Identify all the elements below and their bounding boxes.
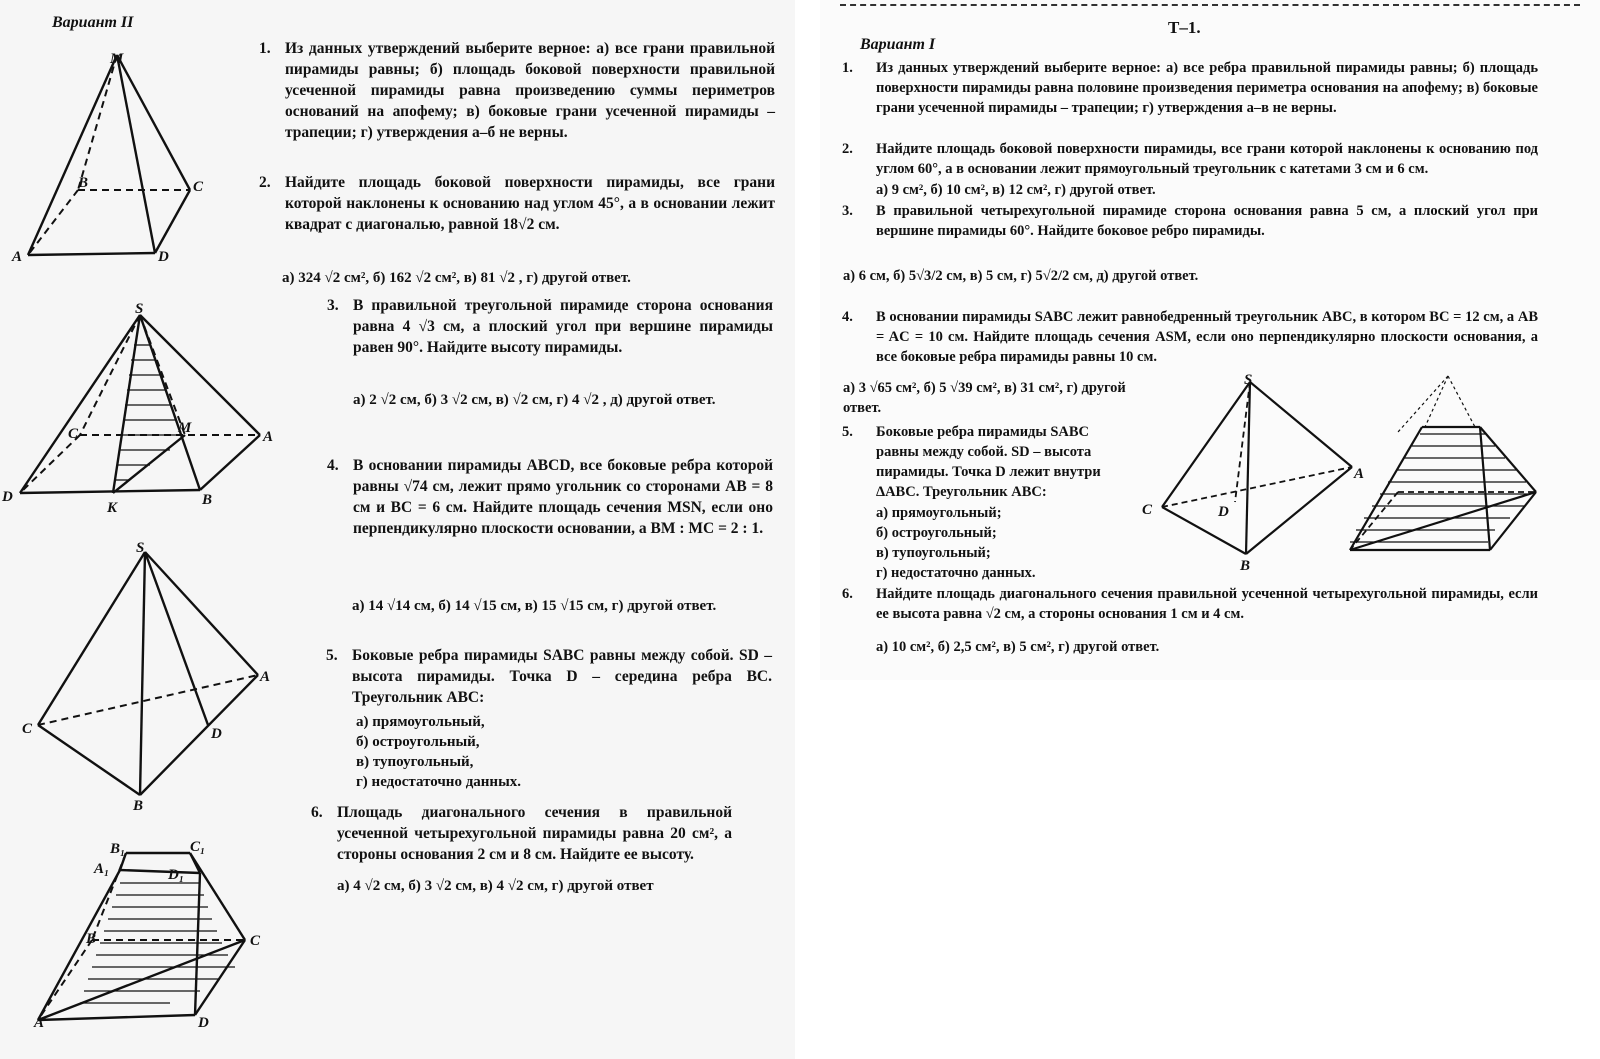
pyramid-figure-1 xyxy=(10,45,230,275)
pyramid-figure-2 xyxy=(0,300,290,520)
vertex-label: B xyxy=(86,931,97,947)
question-2: 2. Найдите площадь боковой поверхности пирамиды, все грани которой наклонены к основанию над углом 45°, а в основании лежит квадрат с диагональю, равной 18√2 см. xyxy=(259,174,775,233)
test-number: Т–1. xyxy=(1168,18,1201,37)
vertex-label: C xyxy=(68,426,79,442)
question-5: 5. Боковые ребра пирамиды SABC равны между собой. SD – высота пирамиды. Точка D – середина ребра BC. Треугольник ABC: xyxy=(326,647,772,706)
option: г) недостаточно данных. xyxy=(876,565,1036,581)
question-4-answers: а) 3 √65 см², б) 5 √39 см², в) 31 см², г) другой ответ. xyxy=(843,380,1126,416)
option: б) остроугольный; xyxy=(876,525,997,541)
vertex-label: S xyxy=(1244,372,1253,388)
vertex-label: C xyxy=(193,179,204,195)
vertex-label: B₁ xyxy=(110,841,126,857)
question-5: 5. Боковые ребра пирамиды SABC равны между собой. SD – высота пирамиды. Точка D лежит внутри ΔABC. Треугольник ABC: xyxy=(842,424,1101,500)
option: а) прямоугольный; xyxy=(876,505,1002,521)
question-4: 4. В основании пирамиды ABCD, все боковые ребра которой равны √74 см, лежит прямо угольник со сторонами AB = 8 см и BC = 6 см. Найдите площадь сечения MSN, если оно перпендикулярно плоскости основании, а BM : MC = 2 : 1. xyxy=(327,457,773,537)
vertex-label: A xyxy=(263,429,274,445)
frustum-figure-4 xyxy=(30,835,270,1035)
question-3: 3. В правильной четырехугольной пирамиде сторона основания равна 5 см, а плоский угол при вершине пирамиды 60°. Найдите боковое ребро пирамиды. xyxy=(842,203,1538,239)
vertex-label: K xyxy=(107,500,118,516)
question-2-answers: а) 324 √2 см², б) 162 √2 см², в) 81 √2 , г) другой ответ. xyxy=(282,270,631,286)
vertex-label: M xyxy=(110,51,124,67)
vertex-label: B xyxy=(78,175,89,191)
vertex-label: A xyxy=(12,249,23,265)
option: а) прямоугольный, xyxy=(356,714,485,730)
vertex-label: D xyxy=(1218,504,1229,520)
question-3-answers: а) 6 см, б) 5√3/2 см, в) 5 см, г) 5√2/2 см, д) другой ответ. xyxy=(843,268,1199,284)
vertex-label: B xyxy=(202,492,213,508)
question-6-answers: а) 4 √2 см, б) 3 √2 см, в) 4 √2 см, г) другой ответ xyxy=(337,878,654,894)
vertex-label: A₁ xyxy=(94,861,110,877)
question-5-options xyxy=(356,712,656,792)
frustum-figure-right-2 xyxy=(1340,372,1550,557)
vertex-label: B xyxy=(133,798,144,814)
vertex-label: A xyxy=(1354,466,1365,482)
vertex-label: C xyxy=(22,721,33,737)
variant-title: Вариант II xyxy=(52,14,134,31)
question-3-answers: а) 2 √2 см, б) 3 √2 см, в) √2 см, г) 4 √2 , д) другой ответ. xyxy=(353,392,716,408)
variant-title: Вариант I xyxy=(860,36,936,53)
vertex-label: C₁ xyxy=(190,839,206,855)
question-2: 2. Найдите площадь боковой поверхности пирамиды, все грани которой наклонены к основанию под углом 60°, а в основании лежит прямоугольный треугольник с катетами 3 см и 6 см. xyxy=(842,141,1538,177)
question-4: 4. В основании пирамиды SABC лежит равнобедренный треугольник ABC, в котором BC = 12 см, а AB = AC = 10 см. Найдите площадь сечения ASM, если оно перпендикулярно плоскости основания, а все боковые ребра пирамиды равны 10 см. xyxy=(842,309,1538,365)
vertex-label: D₁ xyxy=(168,867,185,883)
question-6-answers: а) 10 см², б) 2,5 см², в) 5 см², г) другой ответ. xyxy=(876,639,1160,655)
question-4-answers: а) 14 √14 см, б) 14 √15 см, в) 15 √15 см, г) другой ответ. xyxy=(352,598,717,614)
vertex-label: D xyxy=(198,1015,209,1031)
question-5-options xyxy=(876,503,1136,583)
cut-line xyxy=(840,4,1580,6)
vertex-label: B xyxy=(1240,558,1251,574)
question-6: 6. Найдите площадь диагонального сечения правильной усеченной четырехугольной пирамиды, если ее высота равна √2 см, а стороны основания 1 см и 4 см. xyxy=(842,586,1538,622)
vertex-label: M xyxy=(178,420,192,436)
question-1: 1. Из данных утверждений выберите верное: а) все грани правильной пирамиды равны; б) площадь боковой поверхности правильной усеченной пирамиды равна произведению суммы периметров оснований на апофему; в) боковые грани усеченной пирамиды – трапеции; г) утверждения а–б не верны. xyxy=(259,40,775,141)
option: в) тупоугольный, xyxy=(356,754,474,770)
vertex-label: S xyxy=(135,301,144,317)
option: б) остроугольный, xyxy=(356,734,480,750)
question-1: 1. Из данных утверждений выберите верное: а) все ребра правильной пирамиды равны; б) площадь поверхности пирамиды равна половине произведения периметра основания на апофему; в) боковые грани усеченной пирамиды – трапеции; г) утверждения а–в не верны. xyxy=(842,60,1538,116)
vertex-label: C xyxy=(250,933,261,949)
vertex-label: D xyxy=(211,726,222,742)
pyramid-figure-3 xyxy=(18,540,278,815)
option: г) недостаточно данных. xyxy=(356,774,522,790)
option: в) тупоугольный; xyxy=(876,545,991,561)
vertex-label: D xyxy=(158,249,169,265)
vertex-label: C xyxy=(1142,502,1153,518)
question-6: 6. Площадь диагонального сечения в правильной усеченной четырехугольной пирамиды равна 20 см², а стороны основания 2 см и 8 см. Найдите ее высоту. xyxy=(311,804,732,863)
vertex-label: S xyxy=(136,540,145,556)
vertex-label: A xyxy=(260,669,271,685)
question-2-answers: а) 9 см², б) 10 см², в) 12 см², г) другой ответ. xyxy=(876,182,1156,198)
question-3: 3. В правильной треугольной пирамиде сторона основания равна 4 √3 см, а плоский угол при вершине пирамиды равен 90°. Найдите высоту пирамиды. xyxy=(327,297,773,356)
vertex-label: D xyxy=(2,489,13,505)
vertex-label: A xyxy=(34,1015,45,1031)
